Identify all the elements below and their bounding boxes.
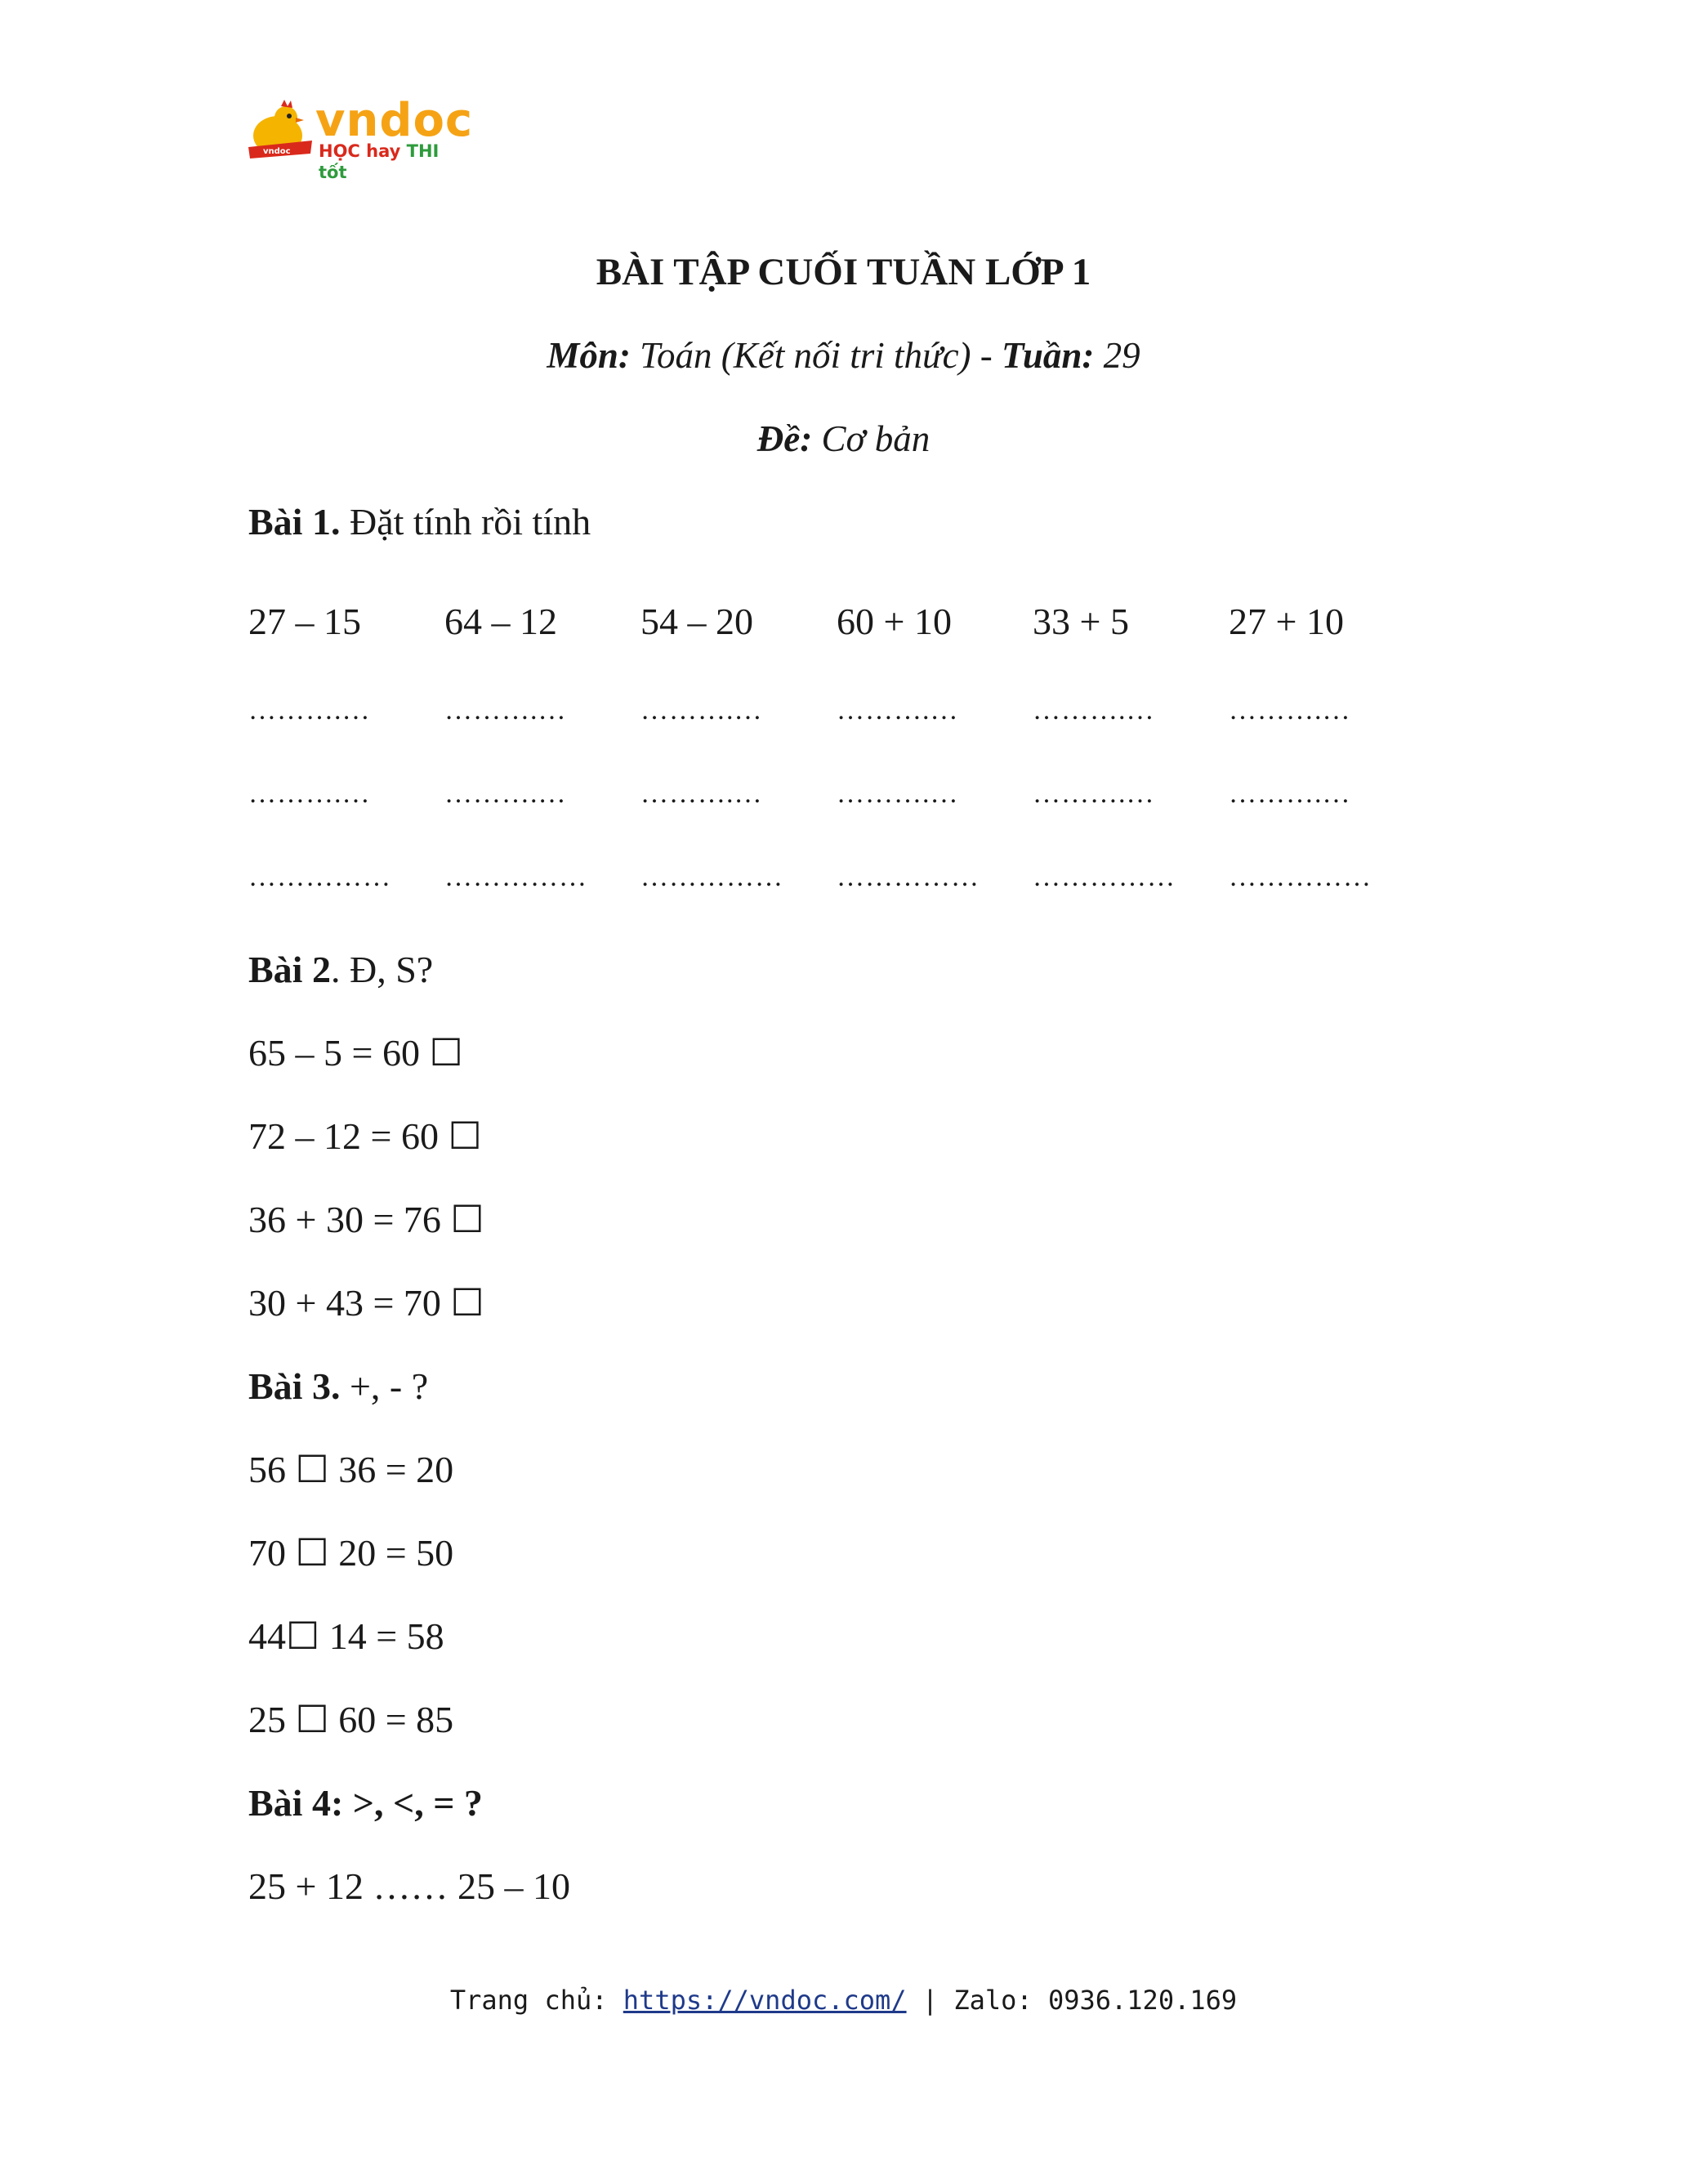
bai1-problems-row — [248, 597, 1474, 646]
answer-dots: ……….… — [1033, 695, 1155, 726]
answer-dots: ……….… — [1229, 779, 1351, 809]
subject-label: Môn: — [547, 335, 631, 376]
bai3-item: 25 ☐ 60 = 85 — [248, 1699, 454, 1740]
vndoc-logo — [245, 94, 474, 182]
bai1-label: Bài 1. — [248, 501, 341, 543]
logo-brand: vndoc — [315, 94, 474, 147]
chicken-mascot-icon — [245, 100, 315, 163]
homepage-link[interactable]: https://vndoc.com/ — [623, 1985, 907, 2016]
level-line — [0, 414, 1687, 463]
bai2-label: Bài 2 — [248, 949, 331, 990]
bai1-problem: 27 + 10 — [1229, 601, 1344, 642]
bai4-heading: Bài 4: >, <, = ? — [248, 1782, 483, 1824]
answer-dots: ……….… — [248, 695, 371, 726]
answer-dots: …………… — [444, 862, 587, 892]
page-title: BÀI TẬP CUỐI TUẦN LỚP 1 — [596, 251, 1091, 293]
logo-tagline-a: HỌC hay — [319, 141, 401, 161]
bai1-problem: 64 – 12 — [444, 601, 557, 642]
bai1-text: Đặt tính rồi tính — [340, 501, 591, 543]
bai1-problem: 54 – 20 — [640, 601, 753, 642]
bai2-item: 30 + 43 = 70 ☐ — [248, 1282, 484, 1324]
bai3-label: Bài 3. — [248, 1365, 341, 1407]
bai4-item: 25 + 12 …… 25 – 10 — [248, 1865, 570, 1907]
bai3-item: 56 ☐ 36 = 20 — [248, 1449, 454, 1490]
answer-dots: ……….… — [444, 695, 567, 726]
subject-line — [0, 331, 1687, 380]
footer-prefix: Trang chủ: — [449, 1985, 623, 2016]
bai3-item: 44☐ 14 = 58 — [248, 1615, 444, 1657]
bai2-item: 36 + 30 = 76 ☐ — [248, 1199, 484, 1240]
answer-dots: ……….… — [248, 779, 371, 809]
answer-dots: ……….… — [640, 779, 763, 809]
level-label: Đề: — [756, 418, 813, 459]
bai2-heading — [248, 945, 433, 994]
answer-dots: ……….… — [444, 779, 567, 809]
answer-dots: …………… — [837, 862, 980, 892]
bai1-problem: 27 – 15 — [248, 601, 361, 642]
answer-dots: …………… — [248, 862, 391, 892]
answer-dots: …………… — [1229, 862, 1372, 892]
page-footer — [0, 1982, 1687, 2018]
bai1-answer-row-2 — [248, 770, 1474, 819]
week-label: Tuần: — [1002, 335, 1095, 376]
answer-dots: ……….… — [640, 695, 763, 726]
bai2-item: 65 – 5 = 60 ☐ — [248, 1032, 463, 1074]
answer-dots: ……….… — [837, 779, 959, 809]
answer-dots: …………… — [1033, 862, 1176, 892]
bai1-answer-row-3 — [248, 853, 1474, 902]
bai1-problem: 33 + 5 — [1033, 601, 1129, 642]
answer-dots: ……….… — [1229, 695, 1351, 726]
level-value: Cơ bản — [812, 418, 931, 459]
svg-text:vndoc: vndoc — [263, 147, 291, 156]
logo-tagline — [319, 141, 466, 183]
bai1-problem: 60 + 10 — [837, 601, 952, 642]
footer-contact: | Zalo: 0936.120.169 — [906, 1985, 1238, 2016]
week-value: 29 — [1094, 335, 1140, 376]
bai2-item: 72 – 12 = 60 ☐ — [248, 1115, 482, 1157]
bai1-answer-row-1 — [248, 686, 1474, 735]
logo-tagline-b: THI tốt — [319, 141, 440, 182]
answer-dots: ……….… — [837, 695, 959, 726]
bai3-heading — [248, 1362, 428, 1411]
answer-dots: ……….… — [1033, 779, 1155, 809]
subject-value: Toán (Kết nối tri thức) - — [630, 335, 1002, 376]
bai3-item: 70 ☐ 20 = 50 — [248, 1532, 454, 1574]
bai2-text: . Đ, S? — [330, 949, 434, 990]
bai3-text: +, - ? — [340, 1365, 429, 1407]
bai1-heading — [248, 498, 591, 547]
answer-dots: …………… — [640, 862, 783, 892]
